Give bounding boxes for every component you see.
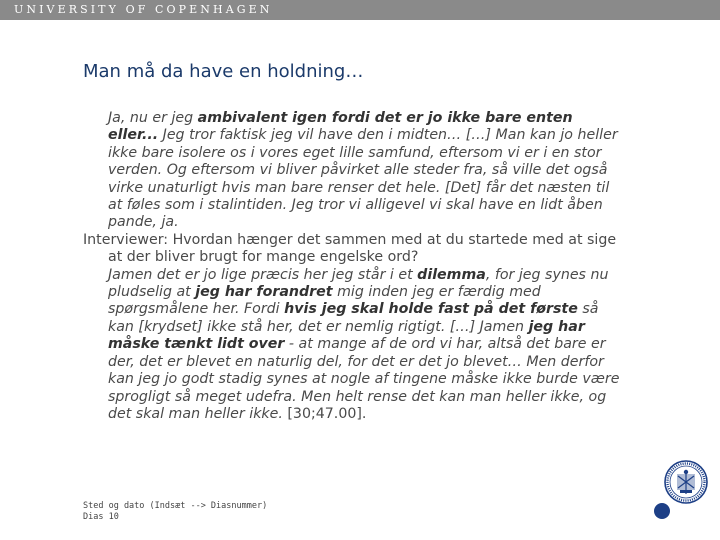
footer-slide-number: Dias 10 bbox=[83, 512, 119, 522]
slide-body bbox=[83, 110, 623, 423]
footer-date-line: Sted og dato (Indsæt --> Diasnummer) bbox=[83, 501, 268, 511]
quote1-text-1: Ja, nu er jeg bbox=[108, 110, 198, 126]
header-bar bbox=[0, 0, 720, 20]
university-name: UNIVERSITY OF COPENHAGEN bbox=[14, 3, 273, 16]
quote-paragraph-2 bbox=[83, 267, 623, 424]
university-seal-icon bbox=[664, 460, 708, 504]
quote2-text-5: - at mange af de ord vi har, altså det bare er der, det er blevet en naturlig del, for det er det jo blevet… Men derfor kan jeg jo godt stadig synes at nogle af tingene måske ikke burde være sprogligt så meget udefra. Men helt rense det kan man heller ikke, og det skal man heller ikke. bbox=[108, 336, 620, 422]
slide-title: Man må da have en holdning… bbox=[83, 61, 364, 82]
timestamp-reference: [30;47.00]. bbox=[282, 405, 367, 422]
quote2-text-4: så kan [krydset] ikke stå her, det er nemlig rigtigt. […] Jamen bbox=[108, 301, 599, 335]
quote2-bold-1: dilemma bbox=[417, 266, 486, 283]
quote2-bold-4: jeg har måske tænkt lidt over bbox=[108, 318, 585, 353]
quote2-bold-3: hvis jeg skal holde fast på det første bbox=[284, 301, 578, 318]
quote2-text-2: , for jeg synes nu pludselig at bbox=[108, 266, 609, 301]
brand-dot bbox=[654, 503, 670, 519]
quote2-text-3: mig inden jeg er færdig med spørgsmålene her. Fordi bbox=[108, 284, 541, 318]
quote2-bold-2: jeg har forandret bbox=[195, 284, 333, 301]
quote-paragraph-1 bbox=[83, 110, 623, 232]
slide-footer bbox=[83, 501, 267, 523]
interviewer-question: Interviewer: Hvordan hænger det sammen med at du startede med at sige at der bliver brugt for mange engelske ord? bbox=[83, 231, 617, 266]
quote1-bold-1: ambivalent igen fordi det er jo ikke bare enten eller... bbox=[108, 110, 573, 144]
quote2-text-1: Jamen det er jo lige præcis her jeg står i et bbox=[108, 266, 418, 283]
quote1-text-2: Jeg tror faktisk jeg vil have den i midten… […] Man kan jo heller ikke bare isolere os i vores eget lille samfund, eftersom vi er i en stor verden. Og eftersom vi bliver påvirket alle steder fra, så ville det også virke unaturligt hvis man bare renser det hele. [Det] får det næsten til at føles som i stalintiden. Jeg tror vi alligevel vi skal have en lidt åben pande, ja. bbox=[108, 127, 618, 231]
